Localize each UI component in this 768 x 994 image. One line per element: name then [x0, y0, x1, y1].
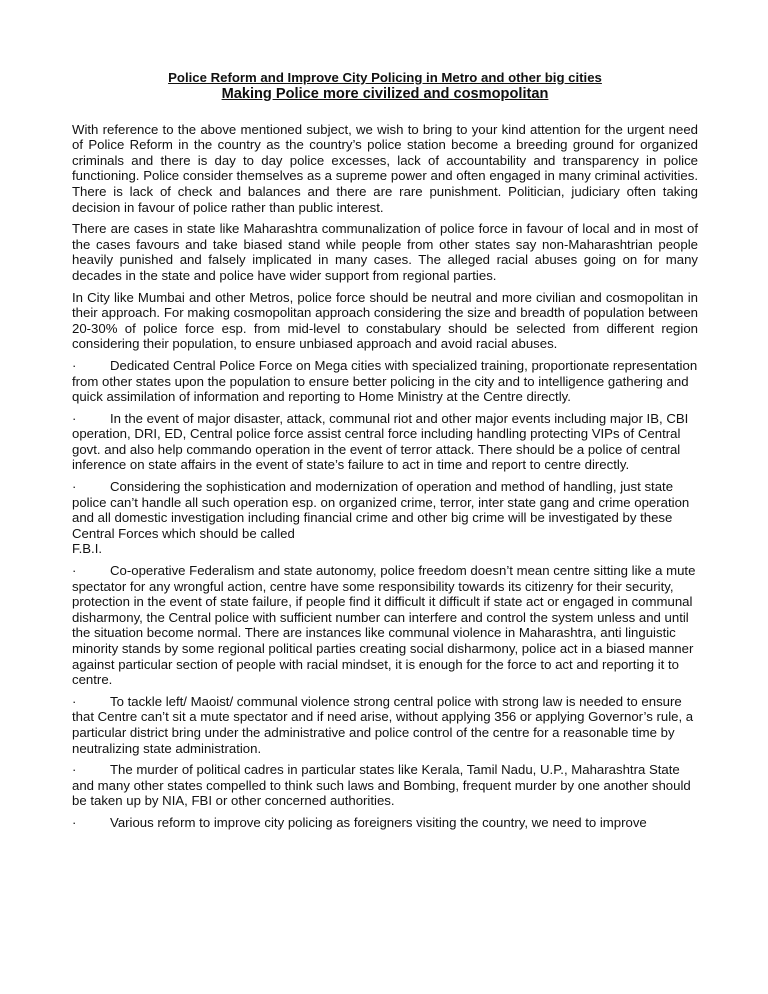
bullet-item [72, 358, 698, 405]
bullet-marker: · [72, 410, 77, 426]
bullet-marker: · [72, 357, 77, 373]
paragraph-maharashtra: There are cases in state like Maharashtra communalization of police force in favour of local and in most of the cases favours and take biased stand while people from other states say non-Maharashtrian people heavily punished and falsely implicated in many cases. The alleged racial abuses going on for many decades in the state and police have wider support from regional parties. [72, 221, 698, 283]
document-title: Police Reform and Improve City Policing in Metro and other big cities [168, 70, 602, 85]
bullet-marker: · [72, 693, 77, 709]
bullet-marker: · [72, 814, 77, 830]
bullet-marker: · [72, 563, 77, 579]
bullet-item [72, 762, 698, 809]
bullet-item [72, 815, 698, 831]
fbi-label: F.B.I. [72, 541, 103, 557]
bullet-text: Considering the sophistication and modernization of operation and method of handling, just state police can’t handle all such operation esp. on organized crime, terror, inter state gang and crime operation and all domestic investigation including financial crime and other big crime will be investigated by these Central Forces which should be called [72, 479, 690, 541]
bullet-text: Dedicated Central Police Force on Mega cities with specialized training, proportionate representation from other states upon the population to ensure better policing in the city and to intelligence gathering and quick assimilation of information and reporting to Home Ministry at the Centre directly. [72, 357, 698, 405]
bullet-item [72, 694, 698, 756]
bullet-text: The murder of political cadres in particular states like Kerala, Tamil Nadu, U.P., Maharashtra State and many other states compelled to think such laws and Bombing, frequent murder by one another should be taken up by NIA, FBI or other concerned authorities. [72, 762, 691, 809]
bullet-text: Various reform to improve city policing as foreigners visiting the country, we need to improve [110, 814, 647, 830]
bullet-marker: · [72, 762, 77, 778]
document-page [72, 70, 698, 837]
bullet-text: Co-operative Federalism and state autonomy, police freedom doesn’t mean centre sitting like a mute spectator for any wrongful action, centre have some responsibility towards its citizenry for their security, protection in the event of state failure, if people find it difficult it difficult if state act or engaged in communal disharmony, the Central police with sufficient number can interfere and control the system unless and until the situation become normal. There are instances like communal violence in Maharashtra, anti linguistic minority stands by some regional political parties creating social disharmony, police act in a biased manner against particular section of people with racial mindset, it is enough for the force to act and reporting it to centre. [72, 563, 696, 688]
bullet-text: In the event of major disaster, attack, communal riot and other major events including major IB, CBI operation, DRI, ED, Central police force assist central force including handling protecting VIPs of Central govt. and also help commando operation in the event of terror attack. There should be a police of central inference on state affairs in the event of state’s failure to act in time and report to centre directly. [72, 410, 689, 473]
paragraph-intro: With reference to the above mentioned subject, we wish to bring to your kind attention for the urgent need of Police Reform in the country as the country’s police station become a breeding ground for organized criminals and there is day to day police excesses, lack of accountability and transparency in police functioning. Police consider themselves as a supreme power and often engaged in many criminal activities. There is lack of check and balances and there are rare punishment. Politician, judiciary often taking decision in favour of police rather than public interest. [72, 121, 698, 215]
paragraph-metros: In City like Mumbai and other Metros, police force should be neutral and more civilian and cosmopolitan in their approach. For making cosmopolitan approach considering the size and breadth of population between 20-30% of police force esp. from mid-level to constabulary should be selected from different region considering their population, to ensure unbiased approach and avoid racial abuses. [72, 289, 698, 352]
bullet-item [72, 479, 698, 557]
bullet-item [72, 411, 698, 473]
bullet-item [72, 563, 698, 688]
document-subtitle: Making Police more civilized and cosmopolitan [221, 85, 549, 102]
bullet-marker: · [72, 479, 77, 495]
bullet-text: To tackle left/ Maoist/ communal violence strong central police with strong law is needed to ensure that Centre can’t sit a mute spectator and if need arise, without applying 356 or applying Governor’s rule, a particular district bring under the administrative and police control of the centre for a reasonable time by neutralizing state administration. [72, 693, 694, 756]
